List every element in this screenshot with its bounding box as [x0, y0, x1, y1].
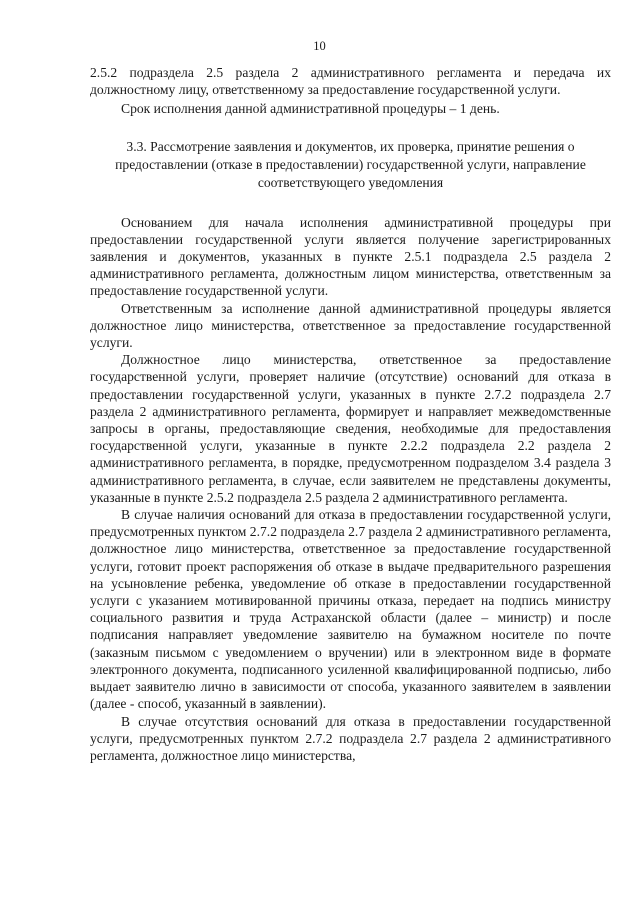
- paragraph-continuation: 2.5.2 подраздела 2.5 раздела 2 административного регламента и передача их должностному лицу, ответственному за предоставление государственной услуги.: [90, 65, 611, 98]
- paragraph-refusal-case: В случае наличия оснований для отказа в предоставлении государственной услуги, предусмотренных пунктом 2.7.2 подраздела 2.7 раздела 2 административного регламента, должностное лицо министерства, ответственное за предоставление государственной услуги, готовит проект распоряжения об отказе в выдаче предварительного разрешения на усыновление ребенка, уведомление об отказе в предоставлении государственной услуги с указанием мотивированной причины отказа, передает на подпись министру социального развития и труда Астраханской области (далее – министр) и после подписания направляет уведомление заявителю на бумажном носителе по почте (заказным письмом с уведомлением о вручении) или в электронном виде в формате электронного документа, подписанного усиленной квалифицированной подписью, либо выдает заявителю лично в зависимости от способа, указанного заявителем в заявлении (далее - способ, указанный в заявлении).: [90, 507, 611, 712]
- document-body: [90, 64, 611, 764]
- paragraph-responsible: Ответственным за исполнение данной административной процедуры является должностное лицо министерства, ответственное за предоставление государственной услуги.: [90, 300, 611, 351]
- section-heading: 3.3. Рассмотрение заявления и документов, их проверка, принятие решения о предоставлении (отказе в предоставлении) государственной услуги, направление соответствующего уведомления: [115, 138, 586, 190]
- paragraph-no-refusal-case: В случае отсутствия оснований для отказа в предоставлении государственной услуги, предусмотренных пунктом 2.7.2 подраздела 2.7 раздела 2 административного регламента, должностное лицо министерства,: [90, 713, 611, 763]
- paragraph-basis: Основанием для начала исполнения административной процедуры при предоставлении государственной услуги является получение зарегистрированных заявления и документов, указанных в пункте 2.5.1 подраздела 2.5 раздела 2 административного регламента, должностным лицом министерства, ответственным за предоставление государственной услуги.: [90, 214, 611, 299]
- paragraph-official-check: Должностное лицо министерства, ответственное за предоставление государственной услуги, проверяет наличие (отсутствие) оснований для отказа в предоставлении государственной услуги, указанных в пункте 2.7.2 подраздела 2.7 раздела 2 административного регламента, формирует и направляет межведомственные запросы в органы, предоставляющие сведения, необходимые для предоставления государственной услуги, указанные в пункте 2.2.2 подраздела 2.2 раздела 2 административного регламента, в порядке, предусмотренном подразделом 3.4 раздела 3 административного регламента, в случае, если заявителем не представлены документы, указанные в пункте 2.5.2 подраздела 2.5 раздела 2 административного регламента.: [90, 352, 611, 505]
- page-number: 10: [313, 39, 326, 53]
- paragraph-deadline: Срок исполнения данной административной процедуры – 1 день.: [121, 101, 500, 117]
